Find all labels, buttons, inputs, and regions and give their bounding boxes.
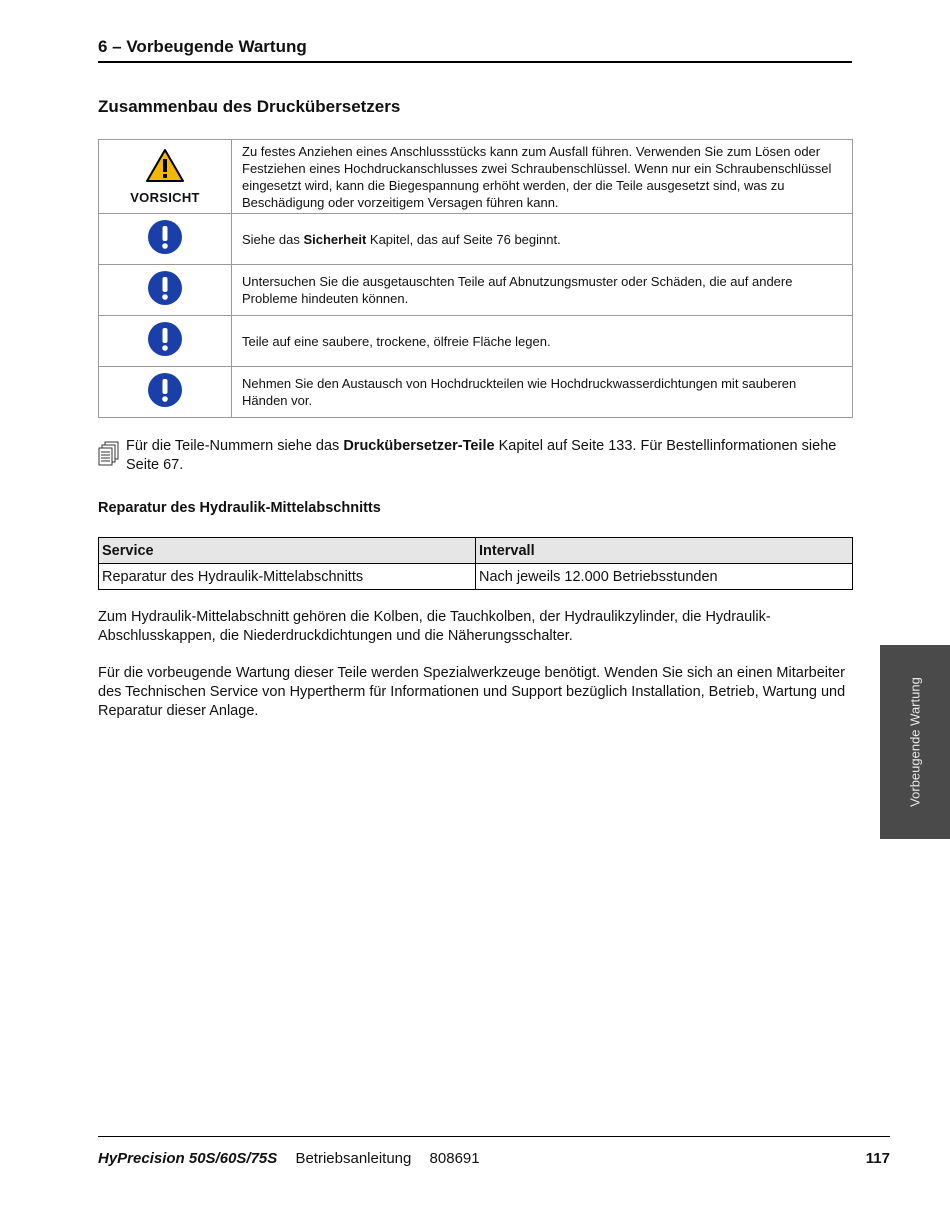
mandatory-exclamation-icon [147, 372, 183, 408]
notice-row [99, 316, 853, 367]
warning-triangle-icon [145, 148, 185, 183]
caution-text: Zu festes Anziehen eines Anschlussstücks kann zum Ausfall führen. Verwenden Sie zum Lösen oder Festziehen eines Hochdruckanschlusses zwei Schraubenschlüssel. Wenn nur ein Schraubenschlüssel eingesetzt wird, kann die Biegespannung erhöht werden, der die Teile ausgesetzt sind, was zu Beschädigung oder vorzeitigem Versagen führen kann. [232, 140, 853, 214]
table-row [99, 564, 853, 590]
notice-text-inspect-parts: Untersuchen Sie die ausgetauschten Teile auf Abnutzungsmuster oder Schäden, die auf andere Probleme hindeuten können. [232, 265, 853, 316]
footer-product: HyPrecision 50S/60S/75S [98, 1150, 278, 1167]
mandatory-exclamation-icon [147, 219, 183, 255]
safety-chapter-link-text: Sicherheit [303, 231, 367, 247]
parts-note-text: Für die Teile-Nummern siehe das Druckübersetzer-Teile Kapitel auf Seite 133. Für Bestellinformationen siehe Seite 67. [126, 438, 837, 473]
page-number: 117 [865, 1150, 890, 1167]
side-tab-label: Vorbeugende Wartung [907, 677, 923, 807]
mandatory-exclamation-icon [147, 321, 183, 357]
mandatory-exclamation-icon [147, 270, 183, 306]
safety-table [98, 139, 853, 418]
notice-text-clean-surface: Teile auf eine saubere, trockene, ölfreie Fläche legen. [232, 316, 853, 367]
notice-row [99, 265, 853, 316]
interval-cell: Nach jeweils 12.000 Betriebsstunden [476, 564, 853, 590]
caution-icon-cell [99, 140, 232, 214]
notice-text-clean-hands: Nehmen Sie den Austausch von Hochdruckteilen wie Hochdruckwasserdichtungen mit sauberen Händen vor. [232, 367, 853, 418]
page-footer [98, 1150, 890, 1172]
column-header-interval: Intervall [476, 538, 853, 564]
column-header-service: Service [99, 538, 476, 564]
caution-label: VORSICHT [130, 189, 200, 205]
parts-chapter-link-text: Druckübersetzer-Teile [343, 438, 495, 454]
footer-divider [98, 1136, 890, 1137]
notice-row [99, 367, 853, 418]
paragraph-components: Zum Hydraulik-Mittelabschnitt gehören die Kolben, die Tauchkolben, der Hydraulikzylinder, die Hydraulik-Abschlusskappen, die Niederdruckdichtungen und die Näherungsschalter. [98, 609, 771, 644]
section-title: Zusammenbau des Druckübersetzers [98, 97, 401, 116]
chapter-header: 6 – Vorbeugende Wartung [98, 36, 852, 63]
subsection-title: Reparatur des Hydraulik-Mittelabschnitts [98, 500, 381, 516]
caution-row [99, 140, 853, 214]
document-stack-icon [98, 441, 120, 467]
notice-text-safety-reference: Siehe das Sicherheit Kapitel, das auf Seite 76 beginnt. [232, 214, 853, 265]
parts-note [98, 437, 853, 475]
service-table [98, 537, 853, 590]
service-cell: Reparatur des Hydraulik-Mittelabschnitts [99, 564, 476, 590]
notice-row [99, 214, 853, 265]
footer-manual-title: Betriebsanleitung [295, 1150, 412, 1167]
footer-doc-number: 808691 [429, 1150, 480, 1167]
side-chapter-tab [880, 645, 950, 839]
paragraph-special-tools: Für die vorbeugende Wartung dieser Teile werden Spezialwerkzeuge benötigt. Wenden Sie sich an einen Mitarbeiter des Technischen Service von Hypertherm für Informationen und Support bezüglich Installation, Betrieb, Wartung und Reparatur dieser Anlage. [98, 665, 846, 719]
service-table-header-row [99, 538, 853, 564]
